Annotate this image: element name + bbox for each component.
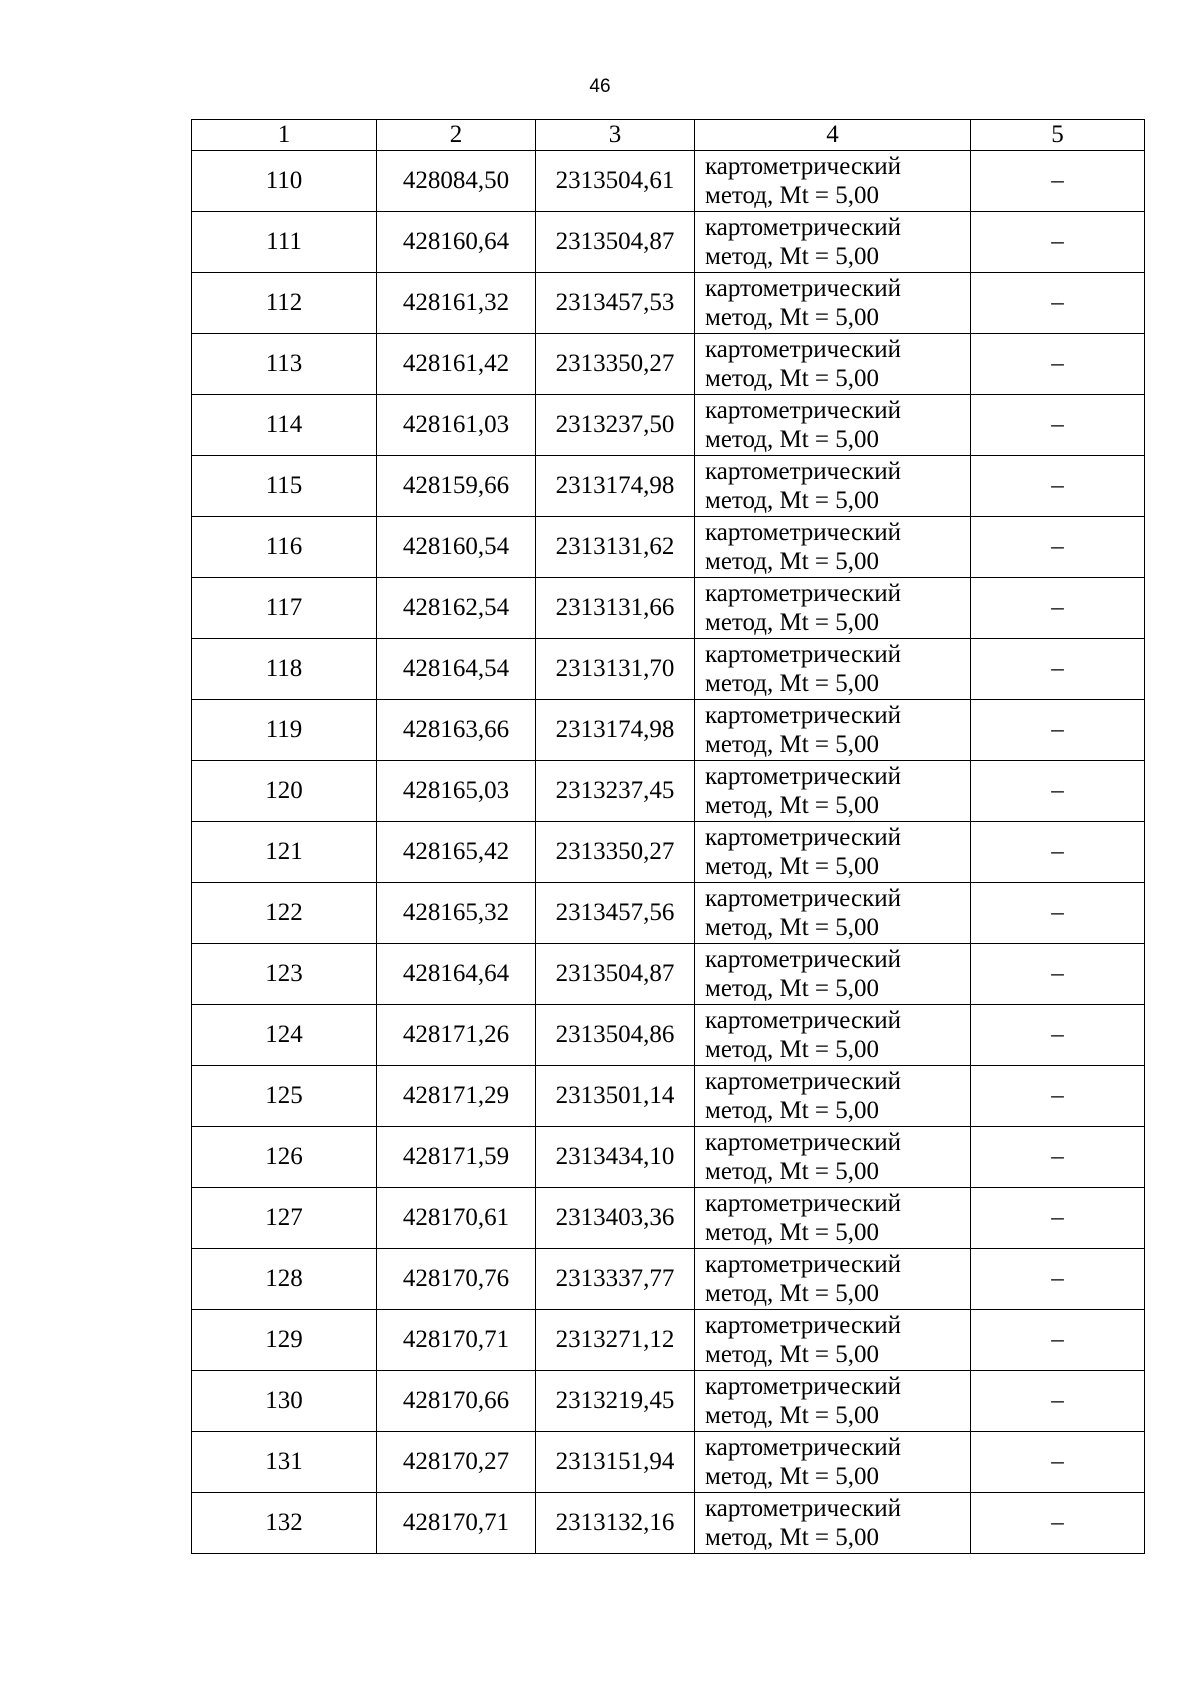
method-line-2: метод, Mt = 5,00	[705, 1524, 880, 1551]
note-cell: –	[971, 1310, 1145, 1371]
method-line-2: метод, Mt = 5,00	[705, 365, 880, 392]
note-cell: –	[971, 273, 1145, 334]
x-coordinate-cell: 428170,66	[377, 1371, 536, 1432]
y-coordinate-cell: 2313237,50	[536, 395, 695, 456]
x-coordinate-cell: 428165,32	[377, 883, 536, 944]
method-cell	[695, 639, 971, 700]
point-number-cell: 128	[192, 1249, 377, 1310]
point-number-cell: 120	[192, 761, 377, 822]
note-cell: –	[971, 883, 1145, 944]
method-line-1: картометрический	[705, 214, 901, 241]
x-coordinate-cell: 428164,54	[377, 639, 536, 700]
note-cell: –	[971, 1249, 1145, 1310]
note-cell: –	[971, 1188, 1145, 1249]
table-row	[192, 1188, 1145, 1249]
header-row	[192, 120, 1145, 151]
method-cell	[695, 456, 971, 517]
point-number-cell: 114	[192, 395, 377, 456]
x-coordinate-cell: 428162,54	[377, 578, 536, 639]
header-col-5: 5	[971, 120, 1145, 151]
method-cell	[695, 1493, 971, 1554]
note-cell: –	[971, 151, 1145, 212]
point-number-cell: 121	[192, 822, 377, 883]
point-number-cell: 117	[192, 578, 377, 639]
y-coordinate-cell: 2313131,66	[536, 578, 695, 639]
table-row	[192, 944, 1145, 1005]
method-cell	[695, 1005, 971, 1066]
x-coordinate-cell: 428170,71	[377, 1310, 536, 1371]
point-number-cell: 110	[192, 151, 377, 212]
table-row	[192, 1005, 1145, 1066]
point-number-cell: 122	[192, 883, 377, 944]
table-row	[192, 1249, 1145, 1310]
y-coordinate-cell: 2313131,62	[536, 517, 695, 578]
method-line-1: картометрический	[705, 1007, 901, 1034]
method-line-2: метод, Mt = 5,00	[705, 1097, 880, 1124]
point-number-cell: 132	[192, 1493, 377, 1554]
note-cell: –	[971, 212, 1145, 273]
y-coordinate-cell: 2313350,27	[536, 334, 695, 395]
table-row	[192, 517, 1145, 578]
note-cell: –	[971, 1127, 1145, 1188]
method-line-1: картометрический	[705, 763, 901, 790]
method-line-1: картометрический	[705, 1190, 901, 1217]
point-number-cell: 115	[192, 456, 377, 517]
y-coordinate-cell: 2313219,45	[536, 1371, 695, 1432]
note-cell: –	[971, 700, 1145, 761]
y-coordinate-cell: 2313403,36	[536, 1188, 695, 1249]
header-col-2: 2	[377, 120, 536, 151]
x-coordinate-cell: 428170,76	[377, 1249, 536, 1310]
table-row	[192, 822, 1145, 883]
method-line-2: метод, Mt = 5,00	[705, 487, 880, 514]
y-coordinate-cell: 2313237,45	[536, 761, 695, 822]
method-cell	[695, 700, 971, 761]
method-cell	[695, 822, 971, 883]
table-body	[192, 151, 1145, 1554]
method-cell	[695, 212, 971, 273]
method-cell	[695, 1188, 971, 1249]
note-cell: –	[971, 639, 1145, 700]
x-coordinate-cell: 428160,54	[377, 517, 536, 578]
y-coordinate-cell: 2313151,94	[536, 1432, 695, 1493]
point-number-cell: 113	[192, 334, 377, 395]
header-col-4: 4	[695, 120, 971, 151]
x-coordinate-cell: 428163,66	[377, 700, 536, 761]
note-cell: –	[971, 456, 1145, 517]
table-row	[192, 639, 1145, 700]
method-line-2: метод, Mt = 5,00	[705, 914, 880, 941]
x-coordinate-cell: 428161,03	[377, 395, 536, 456]
x-coordinate-cell: 428170,71	[377, 1493, 536, 1554]
method-line-2: метод, Mt = 5,00	[705, 426, 880, 453]
table-row	[192, 761, 1145, 822]
point-number-cell: 116	[192, 517, 377, 578]
y-coordinate-cell: 2313174,98	[536, 700, 695, 761]
method-line-2: метод, Mt = 5,00	[705, 548, 880, 575]
method-cell	[695, 395, 971, 456]
method-cell	[695, 334, 971, 395]
table-row	[192, 334, 1145, 395]
method-cell	[695, 1371, 971, 1432]
coordinates-table	[191, 119, 1145, 1554]
y-coordinate-cell: 2313501,14	[536, 1066, 695, 1127]
header-col-3: 3	[536, 120, 695, 151]
method-line-1: картометрический	[705, 519, 901, 546]
method-line-1: картометрический	[705, 946, 901, 973]
table-row	[192, 273, 1145, 334]
note-cell: –	[971, 822, 1145, 883]
point-number-cell: 112	[192, 273, 377, 334]
note-cell: –	[971, 334, 1145, 395]
method-line-1: картометрический	[705, 1251, 901, 1278]
page-number: 46	[589, 76, 611, 97]
method-cell	[695, 761, 971, 822]
method-line-2: метод, Mt = 5,00	[705, 731, 880, 758]
point-number-cell: 131	[192, 1432, 377, 1493]
table-row	[192, 1310, 1145, 1371]
point-number-cell: 111	[192, 212, 377, 273]
y-coordinate-cell: 2313434,10	[536, 1127, 695, 1188]
method-cell	[695, 1249, 971, 1310]
note-cell: –	[971, 1066, 1145, 1127]
y-coordinate-cell: 2313174,98	[536, 456, 695, 517]
y-coordinate-cell: 2313337,77	[536, 1249, 695, 1310]
method-line-2: метод, Mt = 5,00	[705, 1036, 880, 1063]
point-number-cell: 118	[192, 639, 377, 700]
table-row	[192, 700, 1145, 761]
method-line-2: метод, Mt = 5,00	[705, 1219, 880, 1246]
method-cell	[695, 883, 971, 944]
point-number-cell: 124	[192, 1005, 377, 1066]
point-number-cell: 129	[192, 1310, 377, 1371]
point-number-cell: 127	[192, 1188, 377, 1249]
x-coordinate-cell: 428170,27	[377, 1432, 536, 1493]
x-coordinate-cell: 428165,42	[377, 822, 536, 883]
table-row	[192, 578, 1145, 639]
method-line-2: метод, Mt = 5,00	[705, 182, 880, 209]
method-cell	[695, 578, 971, 639]
method-cell	[695, 1310, 971, 1371]
x-coordinate-cell: 428084,50	[377, 151, 536, 212]
y-coordinate-cell: 2313271,12	[536, 1310, 695, 1371]
table-row	[192, 1371, 1145, 1432]
method-line-1: картометрический	[705, 1129, 901, 1156]
x-coordinate-cell: 428171,26	[377, 1005, 536, 1066]
method-line-2: метод, Mt = 5,00	[705, 670, 880, 697]
method-line-2: метод, Mt = 5,00	[705, 304, 880, 331]
method-line-1: картометрический	[705, 580, 901, 607]
method-line-2: метод, Mt = 5,00	[705, 1463, 880, 1490]
point-number-cell: 130	[192, 1371, 377, 1432]
table-row	[192, 212, 1145, 273]
method-line-1: картометрический	[705, 275, 901, 302]
method-line-2: метод, Mt = 5,00	[705, 1158, 880, 1185]
x-coordinate-cell: 428161,32	[377, 273, 536, 334]
note-cell: –	[971, 761, 1145, 822]
table-row	[192, 395, 1145, 456]
note-cell: –	[971, 944, 1145, 1005]
y-coordinate-cell: 2313350,27	[536, 822, 695, 883]
method-line-1: картометрический	[705, 458, 901, 485]
point-number-cell: 119	[192, 700, 377, 761]
header-col-1: 1	[192, 120, 377, 151]
method-line-1: картометрический	[705, 1373, 901, 1400]
x-coordinate-cell: 428170,61	[377, 1188, 536, 1249]
y-coordinate-cell: 2313132,16	[536, 1493, 695, 1554]
x-coordinate-cell: 428164,64	[377, 944, 536, 1005]
y-coordinate-cell: 2313131,70	[536, 639, 695, 700]
table-row	[192, 883, 1145, 944]
method-line-1: картометрический	[705, 1312, 901, 1339]
method-line-2: метод, Mt = 5,00	[705, 975, 880, 1002]
x-coordinate-cell: 428171,59	[377, 1127, 536, 1188]
method-line-1: картометрический	[705, 1068, 901, 1095]
point-number-cell: 123	[192, 944, 377, 1005]
table-row	[192, 151, 1145, 212]
note-cell: –	[971, 517, 1145, 578]
x-coordinate-cell: 428159,66	[377, 456, 536, 517]
table-row	[192, 1493, 1145, 1554]
method-line-1: картометрический	[705, 885, 901, 912]
note-cell: –	[971, 1005, 1145, 1066]
y-coordinate-cell: 2313504,86	[536, 1005, 695, 1066]
method-cell	[695, 944, 971, 1005]
method-line-2: метод, Mt = 5,00	[705, 609, 880, 636]
table-row	[192, 1066, 1145, 1127]
method-line-2: метод, Mt = 5,00	[705, 1341, 880, 1368]
method-cell	[695, 1066, 971, 1127]
method-line-1: картометрический	[705, 702, 901, 729]
method-line-1: картометрический	[705, 824, 901, 851]
x-coordinate-cell: 428161,42	[377, 334, 536, 395]
note-cell: –	[971, 1493, 1145, 1554]
y-coordinate-cell: 2313457,56	[536, 883, 695, 944]
table-row	[192, 1432, 1145, 1493]
note-cell: –	[971, 578, 1145, 639]
x-coordinate-cell: 428160,64	[377, 212, 536, 273]
y-coordinate-cell: 2313504,61	[536, 151, 695, 212]
method-line-1: картометрический	[705, 1434, 901, 1461]
method-line-1: картометрический	[705, 641, 901, 668]
method-line-2: метод, Mt = 5,00	[705, 243, 880, 270]
note-cell: –	[971, 1432, 1145, 1493]
point-number-cell: 126	[192, 1127, 377, 1188]
method-line-2: метод, Mt = 5,00	[705, 853, 880, 880]
method-cell	[695, 1127, 971, 1188]
method-cell	[695, 1432, 971, 1493]
method-line-1: картометрический	[705, 153, 901, 180]
method-line-1: картометрический	[705, 336, 901, 363]
table-header	[192, 120, 1145, 151]
method-cell	[695, 273, 971, 334]
table-row	[192, 1127, 1145, 1188]
x-coordinate-cell: 428171,29	[377, 1066, 536, 1127]
method-line-2: метод, Mt = 5,00	[705, 1280, 880, 1307]
method-line-1: картометрический	[705, 1495, 901, 1522]
table-row	[192, 456, 1145, 517]
note-cell: –	[971, 395, 1145, 456]
y-coordinate-cell: 2313504,87	[536, 212, 695, 273]
y-coordinate-cell: 2313504,87	[536, 944, 695, 1005]
note-cell: –	[971, 1371, 1145, 1432]
point-number-cell: 125	[192, 1066, 377, 1127]
method-cell	[695, 517, 971, 578]
method-line-2: метод, Mt = 5,00	[705, 1402, 880, 1429]
y-coordinate-cell: 2313457,53	[536, 273, 695, 334]
method-line-1: картометрический	[705, 397, 901, 424]
x-coordinate-cell: 428165,03	[377, 761, 536, 822]
method-line-2: метод, Mt = 5,00	[705, 792, 880, 819]
method-cell	[695, 151, 971, 212]
